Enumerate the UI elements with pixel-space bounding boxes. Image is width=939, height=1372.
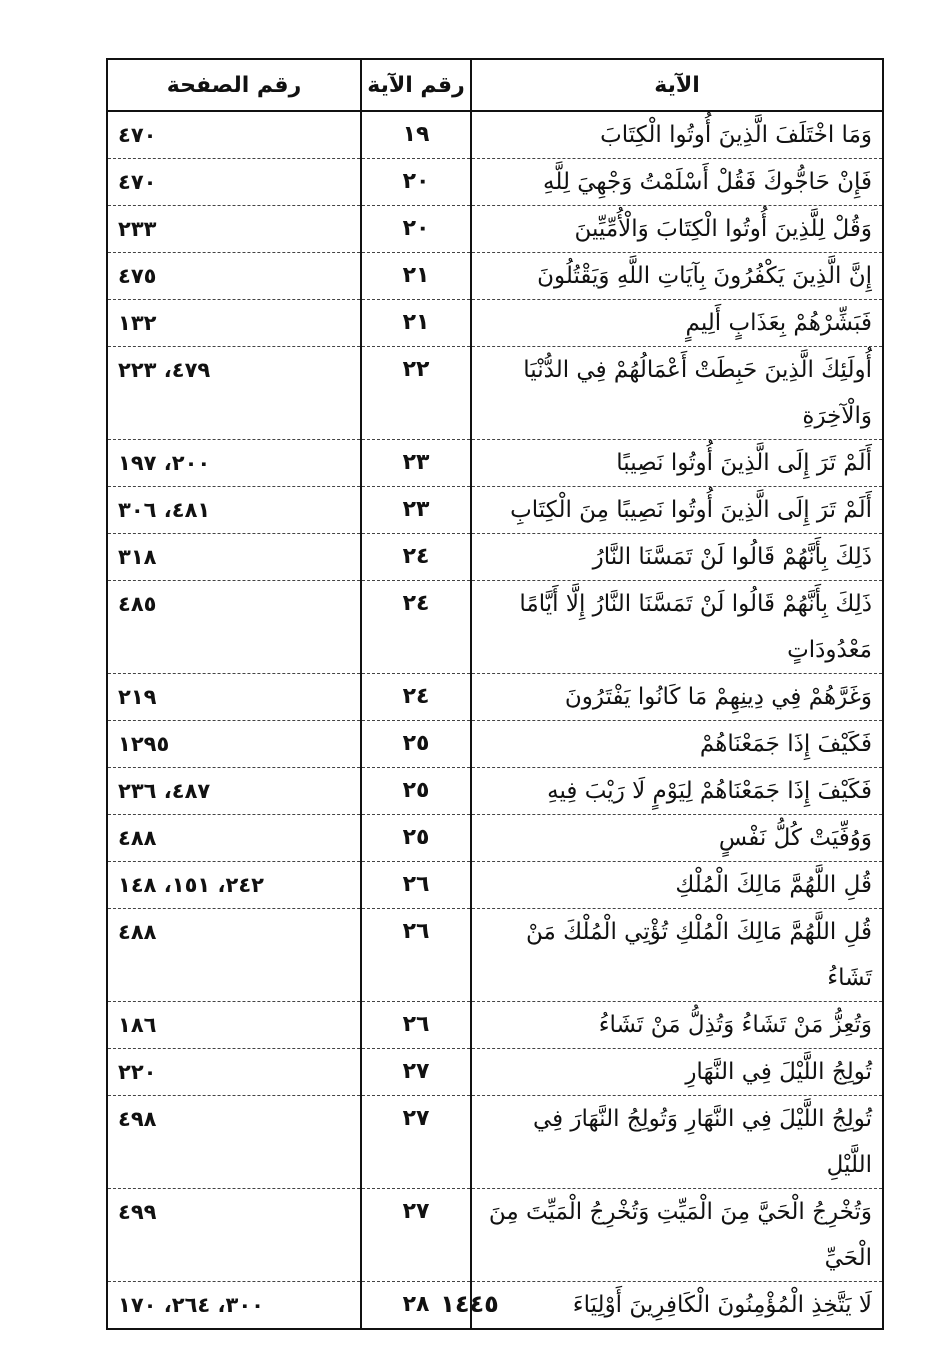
verse-number: ٢٢ [361,347,471,440]
table-row [107,159,883,206]
verse-number: ٢٤ [361,674,471,721]
verse-number: ٢٤ [361,534,471,581]
verse-number: ٢٨ [361,1282,471,1330]
page-numbers: ٤٨٨ [107,909,361,1002]
page-numbers: ١٨٦ [107,1002,361,1049]
verse-text: قُلِ اللَّهُمَّ مَالِكَ الْمُلْكِ [471,862,883,909]
table-row [107,1189,883,1282]
table-row [107,253,883,300]
verse-text: وَغَرَّهُمْ فِي دِينِهِمْ مَا كَانُوا يَفْتَرُونَ [471,674,883,721]
verse-number: ٢٦ [361,1002,471,1049]
verse-text: تُولِجُ اللَّيْلَ فِي النَّهَارِ وَتُولِجُ النَّهَارَ فِي اللَّيْلِ [471,1096,883,1189]
verse-text: فَكَيْفَ إِذَا جَمَعْنَاهُمْ لِيَوْمٍ لَا رَيْبَ فِيهِ [471,768,883,815]
verse-text: وَتُخْرِجُ الْحَيَّ مِنَ الْمَيِّتِ وَتُخْرِجُ الْمَيِّتَ مِنَ الْحَيِّ [471,1189,883,1282]
verse-number: ٢٠ [361,159,471,206]
page-numbers: ٤٨١، ٣٠٦ [107,487,361,534]
header-verse-number: رقم الآية [361,59,471,111]
table-row [107,721,883,768]
verse-number: ١٩ [361,111,471,159]
verse-text: فَإِنْ حَاجُّوكَ فَقُلْ أَسْلَمْتُ وَجْهِيَ لِلَّهِ [471,159,883,206]
table-row [107,581,883,674]
page-numbers: ٤٧٩، ٢٢٣ [107,347,361,440]
verse-number: ٢٦ [361,909,471,1002]
page-numbers: ٤٧٠ [107,159,361,206]
table-row [107,862,883,909]
page-numbers: ٢١٩ [107,674,361,721]
table-row [107,347,883,440]
table-header-row [107,59,883,111]
page-numbers: ١٢٩٥ [107,721,361,768]
page-numbers: ٣١٨ [107,534,361,581]
table-body [107,111,883,1329]
verse-text: ذَلِكَ بِأَنَّهُمْ قَالُوا لَنْ تَمَسَّنَا النَّارُ [471,534,883,581]
verse-index-table [106,58,884,1330]
table-row [107,1002,883,1049]
table-row [107,440,883,487]
page-numbers: ٢٢٠ [107,1049,361,1096]
verse-text: وَوُفِّيَتْ كُلُّ نَفْسٍ [471,815,883,862]
page-number: ١٤٤٥ [440,1290,499,1318]
page-numbers: ٤٨٧، ٢٣٦ [107,768,361,815]
verse-number: ٢٦ [361,862,471,909]
verse-number: ٢٥ [361,721,471,768]
table-row [107,300,883,347]
page-numbers: ٤٧٥ [107,253,361,300]
table-row [107,909,883,1002]
table-row [107,534,883,581]
verse-text: فَبَشِّرْهُمْ بِعَذَابٍ أَلِيمٍ [471,300,883,347]
table-row [107,768,883,815]
verse-text: وَتُعِزُّ مَنْ تَشَاءُ وَتُذِلُّ مَنْ تَشَاءُ [471,1002,883,1049]
verse-text: وَقُلْ لِلَّذِينَ أُوتُوا الْكِتَابَ وَالْأُمِّيِّينَ [471,206,883,253]
verse-number: ٢٠ [361,206,471,253]
table-row [107,1096,883,1189]
verse-text: وَمَا اخْتَلَفَ الَّذِينَ أُوتُوا الْكِتَابَ [471,111,883,159]
verse-number: ٢٧ [361,1049,471,1096]
verse-text: تُولِجُ اللَّيْلَ فِي النَّهَارِ [471,1049,883,1096]
page-numbers: ٣٠٠، ٢٦٤، ١٧٠ [107,1282,361,1330]
table-row [107,674,883,721]
table-row [107,487,883,534]
page-numbers: ٢٠٠، ١٩٧ [107,440,361,487]
page-numbers: ٤٩٨ [107,1096,361,1189]
verse-text: أَلَمْ تَرَ إِلَى الَّذِينَ أُوتُوا نَصِيبًا مِنَ الْكِتَابِ [471,487,883,534]
verse-text: فَكَيْفَ إِذَا جَمَعْنَاهُمْ [471,721,883,768]
page-numbers: ٤٧٠ [107,111,361,159]
page-numbers: ٤٨٨ [107,815,361,862]
verse-number: ٢٣ [361,440,471,487]
verse-text: إِنَّ الَّذِينَ يَكْفُرُونَ بِآيَاتِ اللَّهِ وَيَقْتُلُونَ [471,253,883,300]
verse-text: لَا يَتَّخِذِ الْمُؤْمِنُونَ الْكَافِرِينَ أَوْلِيَاءَ [471,1282,883,1330]
verse-text: أُولَئِكَ الَّذِينَ حَبِطَتْ أَعْمَالُهُمْ فِي الدُّنْيَا وَالْآخِرَةِ [471,347,883,440]
table-row [107,111,883,159]
verse-text: قُلِ اللَّهُمَّ مَالِكَ الْمُلْكِ تُؤْتِي الْمُلْكَ مَنْ تَشَاءُ [471,909,883,1002]
verse-number: ٢١ [361,300,471,347]
table-row [107,206,883,253]
verse-number: ٢٥ [361,815,471,862]
header-page-number: رقم الصفحة [107,59,361,111]
verse-number: ٢١ [361,253,471,300]
verse-number: ٢٣ [361,487,471,534]
page-numbers: ٢٣٣ [107,206,361,253]
verse-number: ٢٧ [361,1189,471,1282]
page-numbers: ٤٩٩ [107,1189,361,1282]
verse-number: ٢٤ [361,581,471,674]
table-row [107,815,883,862]
verse-number: ٢٧ [361,1096,471,1189]
verse-text: أَلَمْ تَرَ إِلَى الَّذِينَ أُوتُوا نَصِيبًا [471,440,883,487]
page-numbers: ٢٤٢، ١٥١، ١٤٨ [107,862,361,909]
page-numbers: ٤٨٥ [107,581,361,674]
verse-text: ذَلِكَ بِأَنَّهُمْ قَالُوا لَنْ تَمَسَّنَا النَّارُ إِلَّا أَيَّامًا مَعْدُودَاتٍ [471,581,883,674]
verse-number: ٢٥ [361,768,471,815]
table-row [107,1049,883,1096]
index-sheet [106,58,882,1330]
page-numbers: ١٣٢ [107,300,361,347]
header-verse: الآية [471,59,883,111]
